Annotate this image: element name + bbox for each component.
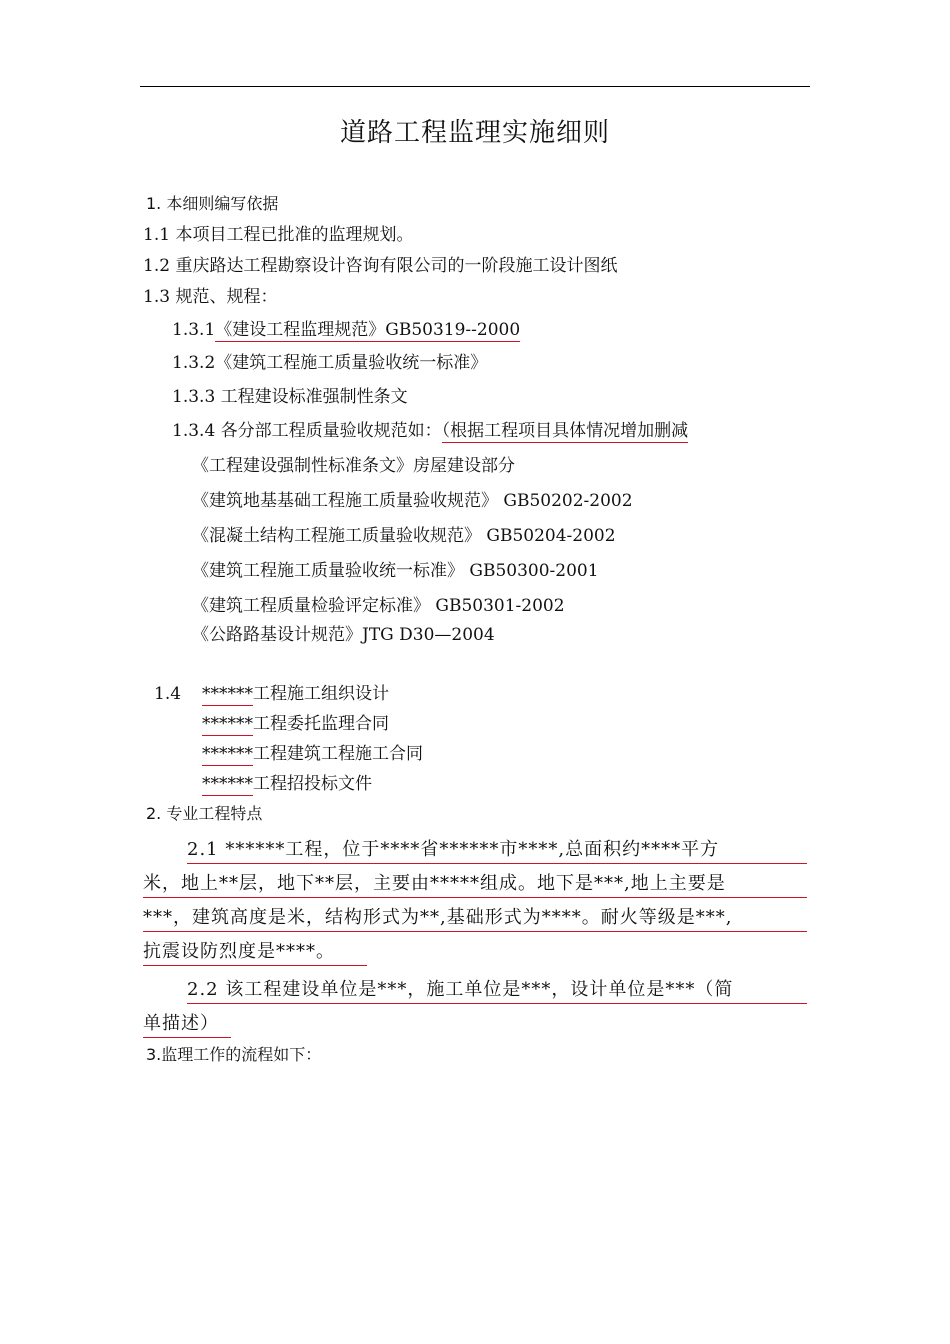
item-1-2: 1.2 重庆路达工程勘察设计咨询有限公司的一阶段施工设计图纸 [143,256,618,276]
item-1-3-1-number: 1.3.1 [172,320,216,340]
reference-doc [202,712,389,736]
document-title: 道路工程监理实施细则 [339,118,610,148]
item-1-3-2: 1.3.2《建筑工程施工质量验收统一标准》 [172,353,488,373]
red-underline [187,1003,807,1004]
masked-project-name: ****** [202,744,253,764]
masked-project-name: ****** [202,684,253,704]
section-2-heading: 2. 专业工程特点 [146,804,263,823]
paragraph-line: ***，建筑高度是米，结构形式为**,基础形式为****。耐火等级是***, [143,907,733,928]
reference-doc-text: 工程委托监理合同 [253,714,389,734]
item-1-3-4-prefix: 1.3.4 各分部工程质量验收规范如： [172,421,442,441]
reference-doc-text: 工程建筑工程施工合同 [253,744,423,764]
reference-doc [202,682,389,706]
standard-item: 《建筑工程施工质量验收统一标准》 GB50300-2001 [192,561,599,581]
standard-item: 《公路路基设计规范》JTG D30—2004 [192,625,495,645]
red-underline [143,965,367,966]
item-1-3-1-text: 《建设工程监理规范》GB50319--2000 [215,320,521,340]
reference-doc [202,772,372,796]
paragraph-line: 单描述） [143,1013,219,1034]
item-1-3-3: 1.3.3 工程建设标准强制性条文 [172,387,408,407]
paragraph-line: 2.2 该工程建设单位是***，施工单位是***，设计单位是***（简 [187,979,734,1000]
section-1-heading: 1. 本细则编写依据 [146,194,279,213]
masked-project-name: ****** [202,774,253,794]
paragraph-2-1 [143,835,807,967]
item-1-3-1 [172,318,520,342]
standard-item: 《建筑工程质量检验评定标准》 GB50301-2002 [192,596,565,616]
section-3-heading: 3.监理工作的流程如下： [146,1045,322,1064]
red-underline [143,931,807,932]
standard-item: 《建筑地基基础工程施工质量验收规范》 GB50202-2002 [192,491,633,511]
reference-doc-text: 工程施工组织设计 [253,684,389,704]
paragraph-line: 2.1 ******工程，位于****省******市****,总面积约****平方 [187,839,720,860]
masked-project-name: ****** [202,714,253,734]
red-underline [143,897,807,898]
item-1-4-number: 1.4 [154,684,182,704]
paragraph-2-2 [143,975,807,1039]
red-underline [187,863,807,864]
item-1-3-4-note: （根据工程项目具体情况增加删减 [441,421,689,441]
paragraph-line: 米，地上**层，地下**层，主要由*****组成。地下是***,地上主要是 [143,873,726,894]
item-1-3: 1.3 规范、规程： [143,287,278,307]
red-underline [143,1037,231,1038]
standard-item: 《工程建设强制性标准条文》房屋建设部分 [192,456,515,476]
item-1-3-4 [172,419,688,443]
reference-doc-text: 工程招投标文件 [253,774,372,794]
reference-doc [202,742,423,766]
paragraph-line: 抗震设防烈度是****。 [143,941,335,962]
item-1-1: 1.1 本项目工程已批准的监理规划。 [143,225,414,245]
header-rule [140,86,810,87]
standard-item: 《混凝土结构工程施工质量验收规范》 GB50204-2002 [192,526,616,546]
